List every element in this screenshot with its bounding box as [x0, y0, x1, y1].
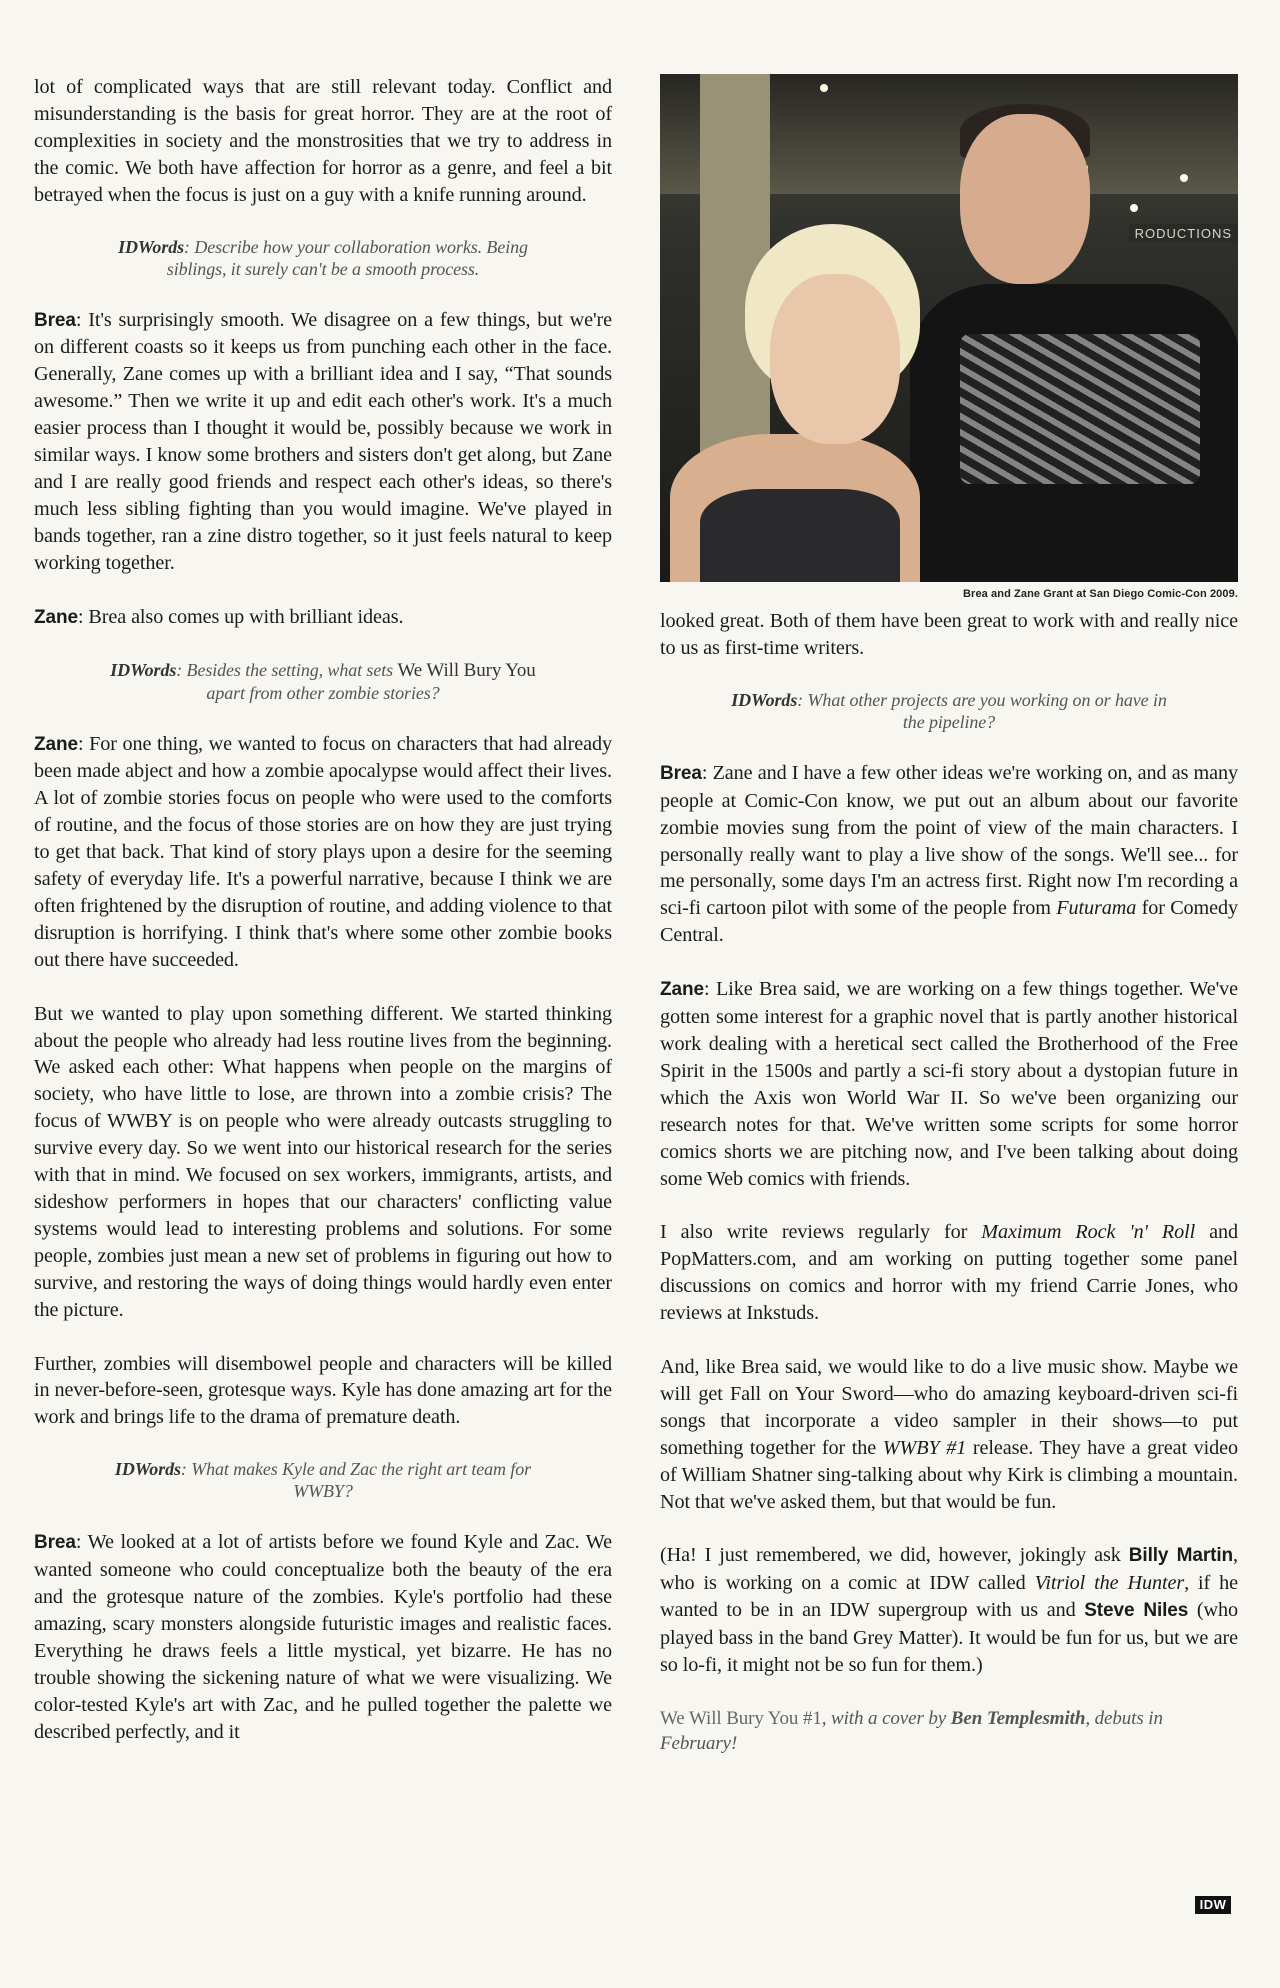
artist-name: Ben Templesmith [950, 1708, 1086, 1729]
question-text: : Besides the setting, what sets [176, 659, 398, 680]
issue-title: WWBY #1 [882, 1436, 967, 1459]
answer-paragraph [34, 1529, 612, 1745]
paragraph: looked great. Both of them have been great to work with and really nice to us as first-time writers. [660, 610, 1238, 659]
question-tag: IDWords [114, 1459, 181, 1480]
credit-line: We Will Bury You #1, with a cover by Ben Templesmith, debuts in February! [660, 1708, 1163, 1754]
answer-text: : Like Brea said, we are working on a few things together. We've gotten some interest for a graphic novel that is partly another historical work dealing with a heretical sect called the Brotherhood of the Free Spirit in the 1500s and partly a sci-fi story about a dystopian future in which the Axis won World War II. So we've been organizing our research notes for that. We've written some scripts for some horror comics shorts we are pitching now, and I've been talking about doing some Web comics with friends. [660, 978, 1238, 1190]
paragraph: Further, zombies will disembowel people and characters will be killed in never-before-seen, grotesque ways. Kyle has done amazing art for the work and brings life to the drama of premature death. [34, 1352, 612, 1429]
photo-caption: Brea and Zane Grant at San Diego Comic-Con 2009. [963, 588, 1238, 600]
answer-paragraph [660, 760, 1238, 949]
answer-text: : Zane and I have a few other ideas we're working on, and as many people at Comic-Con know, we put out an album about our favorite zombie movies sung from the point of view of the main characters. I personally really want to play a live show of the songs. We'll see... for me personally, some days I'm an actress first. Right now I'm recording a sci-fi cartoon pilot with some of the people from [660, 761, 1238, 920]
question-text: : Describe how your collaboration works. Being siblings, it surely can't be a smooth process. [166, 236, 528, 279]
photo-block [660, 74, 1238, 600]
speaker-name: Brea [34, 309, 76, 331]
magazine-title: Maximum Rock 'n' Roll [981, 1221, 1196, 1244]
question-text: : What other projects are you working on or have in the pipeline? [797, 689, 1167, 732]
answer-paragraph [660, 976, 1238, 1192]
background-sign: RODUCTIONS [1129, 224, 1238, 243]
answer-text: : We looked at a lot of artists before we found Kyle and Zac. We wanted someone who could conceptualize both the beauty of the era and the grotesque nature of the zombies. Kyle's portfolio had these amazing, scary monsters alongside futuristic images and realistic faces. Everything he draws feels a little mystical, yet bizarre. He has no trouble showing the sickening nature of what we were visualizing. We color-tested Kyle's art with Zac, and he pulled together the palette we described perfectly, and it [34, 1531, 612, 1743]
answer-text: for Comedy Central. [660, 897, 1238, 947]
answer-paragraph [34, 731, 612, 974]
question-tag: IDWords [110, 659, 177, 680]
interview-question [34, 1458, 612, 1502]
idw-logo: IDW [1195, 1896, 1231, 1914]
speaker-name: Zane [34, 733, 78, 755]
question-text: : What makes Kyle and Zac the right art team for WWBY? [180, 1459, 532, 1502]
speaker-name: Zane [660, 979, 704, 1001]
person-name: Billy Martin [1128, 1545, 1234, 1567]
answer-paragraph [34, 604, 612, 632]
answer-text: : It's surprisingly smooth. We disagree on a few things, but we're on different coasts so it keeps us from punching each other in the face. Generally, Zane comes up with a brilliant idea and I say, “That sounds awesome.” Then we write it up and edit each other's work. It's a much easier process than I thought it would be, possibly because we work in similar ways. I know some brothers and sisters don't get along, but Zane and I are really good friends and respect each other's ideas, so there's much less sibling fighting than you would imagine. We've played in bands together, ran a zine distro together, so it just feels natural to keep working together. [34, 308, 612, 574]
paragraph: lot of complicated ways that are still relevant today. Conflict and misunderstanding is the basis for great horror. They are at the root of complexities in society and the monstrosities that we try to address in the comic. We both have affection for horror as a genre, and feel a bit betrayed when the focus is just on a guy with a knife running around. [34, 76, 612, 206]
paragraph: I also write reviews regularly for Maximum Rock 'n' Roll and PopMatters.com, and am working on putting together some panel discussions on comics and horror with my friend Carrie Jones, who reviews at Inkstuds. [660, 1221, 1238, 1325]
right-column [660, 74, 1238, 1756]
paragraph: But we wanted to play upon something different. We started thinking about the people who already had less routine lives from the beginning. We asked each other: What happens when people on the margins of society, who have little to lose, are thrown into a zombie crisis? The focus of WWBY is on people who were already outcasts struggling to survive every day. So we went into our historical research for the series with that in mind. We focused on sex workers, immigrants, artists, and sideshow performers in hopes that our characters' conflicting value systems would lead to interesting problems and solutions. For some people, zombies just mean a new set of problems in figuring out how to survive, and restoring the ways of doing things would hardly even enter the picture. [34, 1002, 612, 1321]
question-tag: IDWords [118, 236, 185, 257]
question-text: apart from other zombie stories? [206, 682, 440, 703]
interview-question [34, 659, 612, 704]
answer-paragraph [34, 307, 612, 577]
speaker-name: Brea [34, 1532, 76, 1554]
photo-brea-and-zane [660, 74, 1238, 582]
show-title: Futurama [1056, 897, 1137, 920]
interview-question [660, 689, 1238, 733]
speaker-name: Brea [660, 762, 702, 784]
paragraph: (Ha! I just remembered, we did, however, jokingly ask Billy Martin, who is working on a comic at IDW called Vitriol the Hunter, if he wanted to be in an IDW supergroup with us and Steve Niles (who played bass in the band Grey Matter). It would be fun for us, but we are so lo-fi, it might not be so fun for them.) [660, 1544, 1239, 1677]
credit-title: We Will Bury You #1 [660, 1708, 822, 1729]
comic-title: Vitriol the Hunter [1034, 1572, 1185, 1595]
speaker-name: Zane [34, 606, 78, 628]
comic-title: We Will Bury You [397, 659, 536, 681]
answer-text: : For one thing, we wanted to focus on characters that had already been made abject and how a zombie apocalypse would affect their lives. A lot of zombie stories focus on people who were used to the comforts of routine, and the focus of those stories are on how they are just trying to get that back. That kind of story plays upon a desire for the seeming safety of everyday life. It's a powerful narrative, because I think we are often frightened by the disruption of routine, and adding violence to that disruption is horrifying. I think that's where some other zombie books out there have succeeded. [34, 732, 612, 971]
person-name: Steve Niles [1084, 1600, 1189, 1622]
interview-question [34, 236, 612, 280]
left-column [34, 74, 612, 1746]
answer-text: : Brea also comes up with brilliant ideas. [77, 605, 404, 628]
question-tag: IDWords [731, 689, 798, 710]
paragraph: And, like Brea said, we would like to do a live music show. Maybe we will get Fall on Your Sword—who do amazing keyboard-driven sci-fi songs that incorporate a video sampler in their shows—to put something together for the WWBY #1 release. They have a great video of William Shatner sing-talking about why Kirk is climbing a mountain. Not that we've asked them, but that would be fun. [660, 1356, 1238, 1513]
